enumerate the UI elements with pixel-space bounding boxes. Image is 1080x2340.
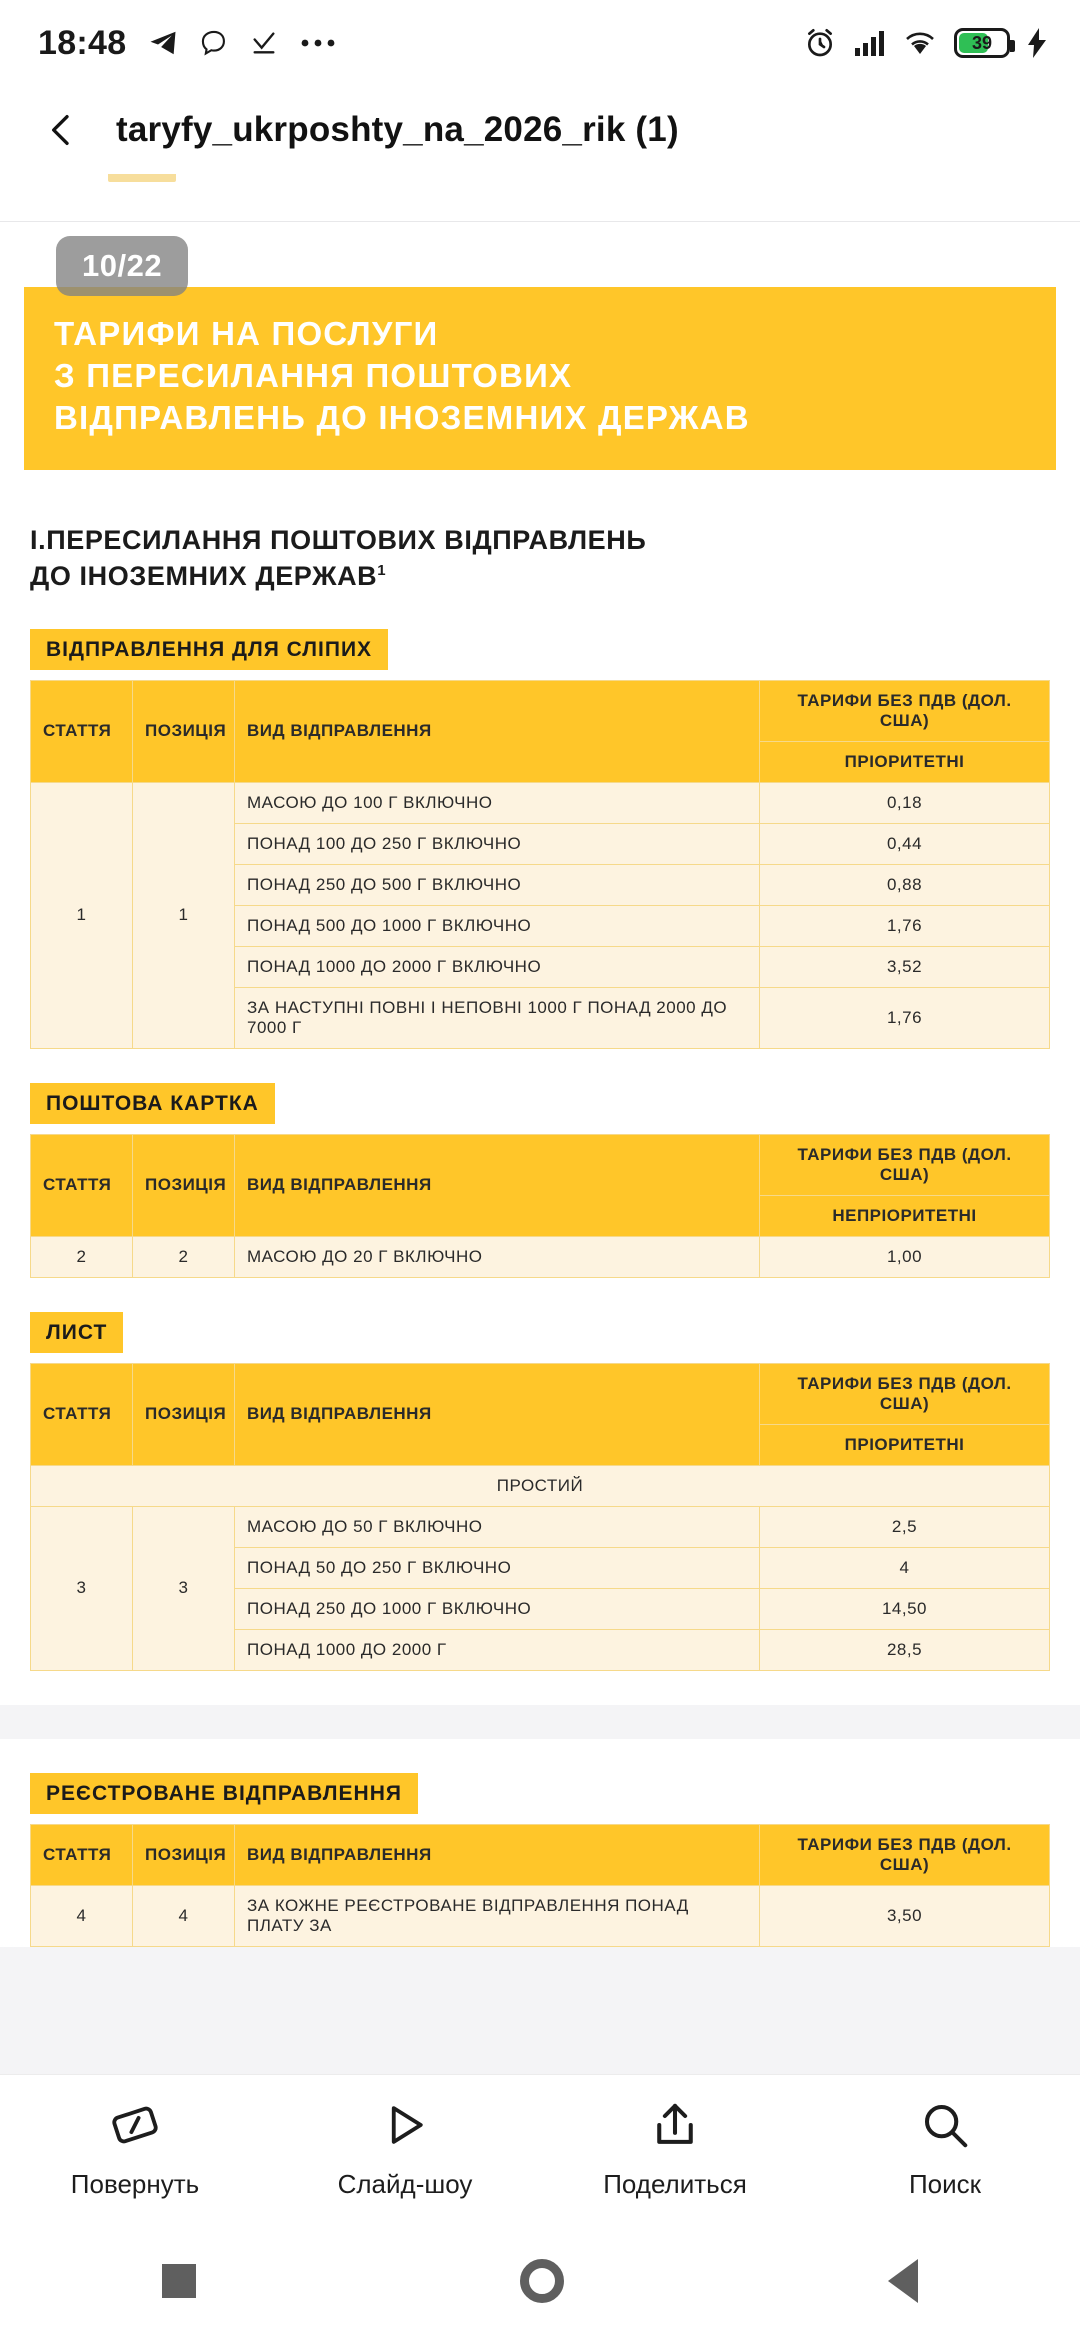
- page-separator: [0, 1705, 1080, 1739]
- alarm-icon: [804, 27, 836, 59]
- cell-price: 3,52: [760, 946, 1050, 987]
- block-tag-letter: ЛИСТ: [30, 1312, 123, 1353]
- share-icon: [648, 2098, 702, 2157]
- document-page: [0, 222, 1080, 1947]
- cell-price: 0,18: [760, 782, 1050, 823]
- table-group-row: [31, 1465, 1050, 1506]
- sliver-highlight: [108, 174, 176, 182]
- cell-type: ПОНАД 1000 ДО 2000 Г ВКЛЮЧНО: [235, 946, 760, 987]
- wifi-icon: [904, 30, 936, 56]
- page-title: taryfy_ukrposhty_na_2026_rik (1): [116, 110, 679, 149]
- cell-price: 28,5: [760, 1629, 1050, 1670]
- cell-article: 2: [31, 1236, 133, 1277]
- circle-icon[interactable]: [520, 2259, 564, 2303]
- viber-icon: [200, 28, 228, 58]
- toolbar-item-rotate[interactable]: [20, 2098, 250, 2200]
- status-bar-right: [804, 27, 1046, 59]
- toolbar-label-rotate: Повернуть: [70, 2168, 200, 2199]
- header-position: ПОЗИЦІЯ: [133, 1363, 235, 1465]
- document-banner: [24, 287, 1056, 470]
- bottom-toolbar: [0, 2074, 1080, 2222]
- tariff-table-registered: [30, 1824, 1050, 1947]
- status-bar-left: [38, 24, 336, 63]
- cell-price: 0,44: [760, 823, 1050, 864]
- cell-article: 1: [31, 782, 133, 1048]
- header-type: ВИД ВІДПРАВЛЕННЯ: [235, 1363, 760, 1465]
- page-counter-badge: 10/22: [56, 236, 188, 296]
- status-time: 18:48: [38, 23, 127, 62]
- header-article: СТАТТЯ: [31, 1363, 133, 1465]
- header-article: СТАТТЯ: [31, 1824, 133, 1885]
- cell-type: ПОНАД 100 ДО 250 Г ВКЛЮЧНО: [235, 823, 760, 864]
- table-row: [31, 1506, 1050, 1547]
- toolbar-item-search[interactable]: [830, 2098, 1060, 2200]
- status-bar: [0, 0, 1080, 86]
- cell-price: 1,00: [760, 1236, 1050, 1277]
- toolbar-label-share: Поделиться: [603, 2168, 747, 2199]
- tariff-table-letter: [30, 1363, 1050, 1671]
- table-row: [31, 1236, 1050, 1277]
- cell-position: 2: [133, 1236, 235, 1277]
- toolbar-label-slideshow: Слайд-шоу: [337, 2168, 473, 2199]
- cell-type: МАСОЮ ДО 20 Г ВКЛЮЧНО: [235, 1236, 760, 1277]
- cell-article: 3: [31, 1506, 133, 1670]
- rotate-icon: [108, 2098, 162, 2157]
- cell-type: ПОНАД 50 ДО 250 Г ВКЛЮЧНО: [235, 1547, 760, 1588]
- tariff-table-postcard: [30, 1134, 1050, 1278]
- header-type: ВИД ВІДПРАВЛЕННЯ: [235, 1824, 760, 1885]
- table-header-row: [31, 1363, 1050, 1424]
- download-icon: [250, 29, 278, 57]
- cell-price: 4: [760, 1547, 1050, 1588]
- more-dots-icon: [300, 37, 336, 49]
- battery-level: 39: [971, 32, 993, 53]
- header-position: ПОЗИЦІЯ: [133, 680, 235, 782]
- section-title-footnote: 1: [377, 562, 387, 580]
- section-title-line-2: ДО ІНОЗЕМНИХ ДЕРЖАВ: [30, 561, 378, 592]
- banner-line-2: З ПЕРЕСИЛАННЯ ПОШТОВИХ: [54, 357, 573, 395]
- banner-line-3: ВІДПРАВЛЕНЬ ДО ІНОЗЕМНИХ ДЕРЖАВ: [54, 399, 750, 437]
- table-row: [31, 782, 1050, 823]
- subheader-priority: ПРІОРИТЕТНІ: [760, 1424, 1050, 1465]
- block-tag-postcard: ПОШТОВА КАРТКА: [30, 1083, 275, 1124]
- cell-price: 1,76: [760, 905, 1050, 946]
- table-row: [31, 1885, 1050, 1946]
- cell-type: ЗА КОЖНЕ РЕЄСТРОВАНЕ ВІДПРАВЛЕННЯ ПОНАД ПЛАТУ ЗА: [235, 1885, 760, 1946]
- header-article: СТАТТЯ: [31, 1134, 133, 1236]
- cell-price: 14,50: [760, 1588, 1050, 1629]
- search-icon: [918, 2098, 972, 2157]
- cell-type: ПОНАД 250 ДО 500 Г ВКЛЮЧНО: [235, 864, 760, 905]
- cell-type: ПОНАД 1000 ДО 2000 Г: [235, 1629, 760, 1670]
- section-title-line-1: I.ПЕРЕСИЛАННЯ ПОШТОВИХ ВІДПРАВЛЕНЬ: [30, 524, 647, 555]
- cell-type: ПОНАД 500 ДО 1000 Г ВКЛЮЧНО: [235, 905, 760, 946]
- toolbar-item-share[interactable]: [560, 2098, 790, 2200]
- toolbar-label-search: Поиск: [908, 2168, 982, 2199]
- cell-type: ПОНАД 250 ДО 1000 Г ВКЛЮЧНО: [235, 1588, 760, 1629]
- header-position: ПОЗИЦІЯ: [133, 1134, 235, 1236]
- block-tag-registered: РЕЄСТРОВАНЕ ВІДПРАВЛЕННЯ: [30, 1773, 418, 1814]
- chevron-left-icon: [42, 107, 82, 153]
- cell-price: 0,88: [760, 864, 1050, 905]
- cell-price: 1,76: [760, 987, 1050, 1048]
- header-position: ПОЗИЦІЯ: [133, 1824, 235, 1885]
- document-viewer[interactable]: [0, 174, 1080, 2074]
- cell-price: 2,5: [760, 1506, 1050, 1547]
- subheader-nonpriority: НЕПРІОРИТЕТНІ: [760, 1195, 1050, 1236]
- app-header: [0, 86, 1080, 174]
- cell-position: 4: [133, 1885, 235, 1946]
- battery-indicator: [954, 28, 1010, 58]
- square-icon[interactable]: [162, 2264, 196, 2298]
- banner-line-1: ТАРИФИ НА ПОСЛУГИ: [54, 315, 439, 352]
- header-tariff: ТАРИФИ БЕЗ ПДВ (ДОЛ. США): [760, 1824, 1050, 1885]
- signal-icon: [854, 29, 886, 57]
- cell-article: 4: [31, 1885, 133, 1946]
- back-button[interactable]: [30, 98, 94, 162]
- triangle-back-icon[interactable]: [888, 2259, 918, 2303]
- cell-type: ЗА НАСТУПНІ ПОВНІ І НЕПОВНІ 1000 Г ПОНАД 2000 ДО 7000 Г: [235, 987, 760, 1048]
- tariff-table-blind: [30, 680, 1050, 1049]
- table-header-row: [31, 680, 1050, 741]
- telegram-icon: [148, 28, 178, 58]
- table-header-row: [31, 1134, 1050, 1195]
- play-slideshow-icon: [378, 2098, 432, 2157]
- cell-type: МАСОЮ ДО 50 Г ВКЛЮЧНО: [235, 1506, 760, 1547]
- cell-position: 3: [133, 1506, 235, 1670]
- block-tag-blind: ВІДПРАВЛЕННЯ ДЛЯ СЛІПИХ: [30, 629, 388, 670]
- group-row-label: ПРОСТИЙ: [31, 1465, 1050, 1506]
- table-header-row: [31, 1824, 1050, 1885]
- cell-type: МАСОЮ ДО 100 Г ВКЛЮЧНО: [235, 782, 760, 823]
- subheader-priority: ПРІОРИТЕТНІ: [760, 741, 1050, 782]
- header-tariff: ТАРИФИ БЕЗ ПДВ (ДОЛ. США): [760, 1363, 1050, 1424]
- toolbar-item-slideshow[interactable]: [290, 2098, 520, 2200]
- header-tariff: ТАРИФИ БЕЗ ПДВ (ДОЛ. США): [760, 680, 1050, 741]
- header-article: СТАТТЯ: [31, 680, 133, 782]
- lightning-icon: [1028, 28, 1046, 58]
- previous-page-sliver: [0, 174, 1080, 222]
- header-type: ВИД ВІДПРАВЛЕННЯ: [235, 680, 760, 782]
- section-title: [30, 522, 1050, 595]
- header-tariff: ТАРИФИ БЕЗ ПДВ (ДОЛ. США): [760, 1134, 1050, 1195]
- header-type: ВИД ВІДПРАВЛЕННЯ: [235, 1134, 760, 1236]
- cell-position: 1: [133, 782, 235, 1048]
- system-nav-bar: [0, 2222, 1080, 2340]
- cell-price: 3,50: [760, 1885, 1050, 1946]
